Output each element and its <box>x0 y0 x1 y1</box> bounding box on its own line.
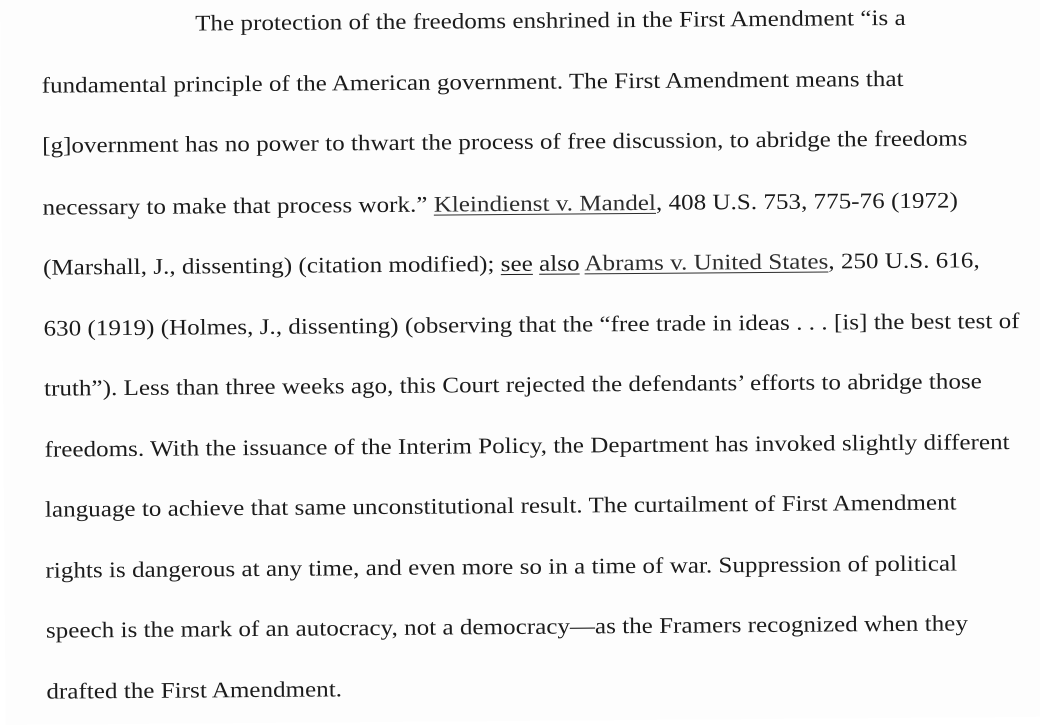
text-segment: necessary to make that process work.” <box>42 191 434 220</box>
text-segment: rights is dangerous at any time, and even more so in a time of war. Suppression of political <box>45 550 958 583</box>
underlined-signal: see <box>500 250 533 277</box>
text-segment: truth”). Less than three weeks ago, this Court rejected the defendants’ efforts to abridge those <box>43 368 982 401</box>
paragraph-line <box>43 247 980 280</box>
text-segment: [g]overnment has no power to thwart the process of free discussion, to abridge the freedoms <box>42 125 968 158</box>
paragraph-line <box>195 5 906 37</box>
text-segment: 630 (1919) (Holmes, J., dissenting) (observing that the “free trade in ideas . . . [is] the best test of <box>43 308 1020 341</box>
paragraph-line <box>45 490 957 523</box>
paragraph-line <box>44 368 982 401</box>
paragraph-line <box>45 551 957 584</box>
paragraph-line <box>42 125 968 158</box>
text-segment: fundamental principle of the American government. The First Amendment means that <box>41 65 904 98</box>
paragraph-line <box>43 308 1019 342</box>
paragraph-line <box>44 429 1009 463</box>
paragraph-line <box>43 187 958 220</box>
text-segment: , 408 U.S. 753, 775-76 (1972) <box>655 187 959 215</box>
paragraph-line <box>46 610 968 643</box>
text-segment: (Marshall, J., dissenting) (citation modified); <box>43 251 501 280</box>
case-citation: Abrams v. United States <box>584 248 829 276</box>
text-segment: , 250 U.S. 616, <box>828 247 980 274</box>
text-segment: drafted the First Amendment. <box>46 676 343 704</box>
paragraph-line <box>42 66 904 99</box>
text-segment: The protection of the freedoms enshrined in the First Amendment “is a <box>195 4 906 36</box>
text-segment: language to achieve that same unconstitutional result. The curtailment of First Amendment <box>44 489 957 522</box>
case-citation: Kleindienst v. Mandel <box>433 189 657 217</box>
text-segment: speech is the mark of an autocracy, not a democracy—as the Framers recognized when they <box>45 610 969 643</box>
text-segment: freedoms. With the issuance of the Interim Policy, the Department has invoked slightly different <box>44 429 1010 462</box>
underlined-signal: also <box>539 250 580 276</box>
paragraph-line <box>46 676 342 704</box>
